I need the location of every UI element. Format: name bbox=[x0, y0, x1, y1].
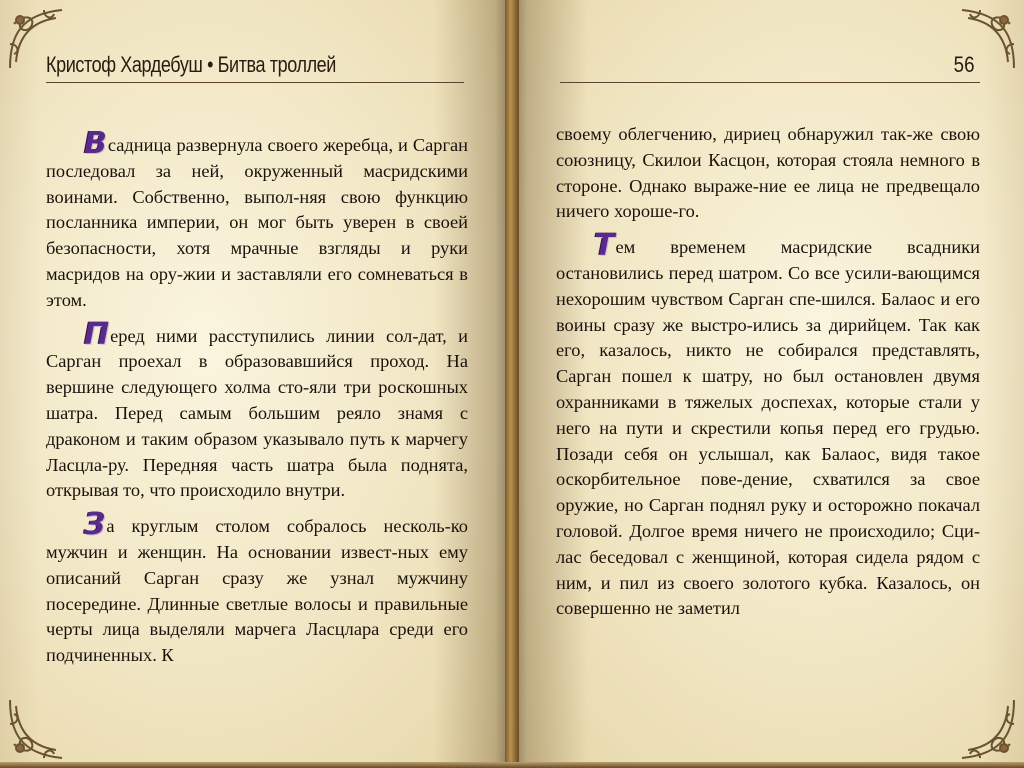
paragraph-text: садница развернула своего жеребца, и Сарган последовал за ней, окруженный масридскими воинами. Собственно, выпол-няя свою функцию посланника империи, он мог быть уверен в своей безопасности, хотя мрачные взгляды и руки масридов на ору-жии и заставляли его сомневаться в этом. bbox=[46, 135, 468, 310]
left-page[interactable] bbox=[0, 0, 511, 764]
header-rule-left bbox=[46, 82, 464, 83]
dropcap: П bbox=[84, 316, 110, 352]
corner-ornament-bottom-right bbox=[950, 694, 1020, 764]
header-rule-right bbox=[560, 82, 980, 83]
page-edges bbox=[0, 762, 1024, 768]
paragraph bbox=[46, 316, 468, 505]
paragraph-continuation: своему облегчению, дириец обнаружил так-же свою союзницу, Скилои Касцон, которая стояла немного в стороне. Однако выраже-ние ее лица не предвещало ничего хороше-го. bbox=[556, 124, 980, 222]
dropcap: Т bbox=[594, 228, 615, 264]
paragraph-text: а круглым столом собралось несколь-ко мужчин и женщин. На основании извест-ных ему описаний Сарган сразу же узнал мужчину посередине. Длинные светлые волосы и правильные черты лица выделяли марчега Ласцлара среди его подчиненных. К bbox=[46, 516, 468, 666]
dropcap: В bbox=[84, 126, 107, 161]
paragraph bbox=[46, 507, 468, 669]
paragraph-text: ем временем масридские всадники остановились перед шатром. Со все усили-вающимся нехорошим чувством Сарган спе-шился. Балаос и его воины сразу же выстро-ились за дирийцем. Так как его, казалось, никто не собирался представлять, Сарган пошел к шатру, но был остановлен двумя охранниками в тяжелых доспехах, которые стали у него на пути и скрестили копья перед его грудью. Позади себя он услышал, как Балаос, видя такое оскорбительное пове-дение, схватился за свое оружие, но Сарган поднял руку и осторожно покачал головой. Долгое время ничего не происходило; Сци-лас беседовал с женщиной, которая сидела рядом с ним, и пил из своего золотого кубка. Казалось, он совершенно не заметил bbox=[556, 237, 980, 619]
left-page-text bbox=[46, 126, 468, 679]
paragraph bbox=[46, 126, 468, 314]
dropcap: З bbox=[84, 507, 106, 543]
right-page[interactable] bbox=[512, 0, 1024, 764]
page-number: 56 bbox=[953, 52, 974, 77]
paragraph bbox=[556, 228, 980, 622]
right-page-text bbox=[556, 122, 980, 632]
corner-ornament-bottom-left bbox=[4, 694, 74, 764]
book-header-title: Кристоф Хардебуш • Битва троллей bbox=[46, 52, 336, 77]
paragraph-text: еред ними расступились линии сол-дат, и Сарган проехал в образовавшийся проход. На вершине следующего холма сто-яли три роскошных шатра. Перед самым большим реяло знамя с драконом и таким образом указывало путь к марчегу Ласцла-ру. Передняя часть шатра была поднята, открывая то, что происходило внутри. bbox=[46, 325, 468, 501]
book-spine bbox=[505, 0, 519, 768]
